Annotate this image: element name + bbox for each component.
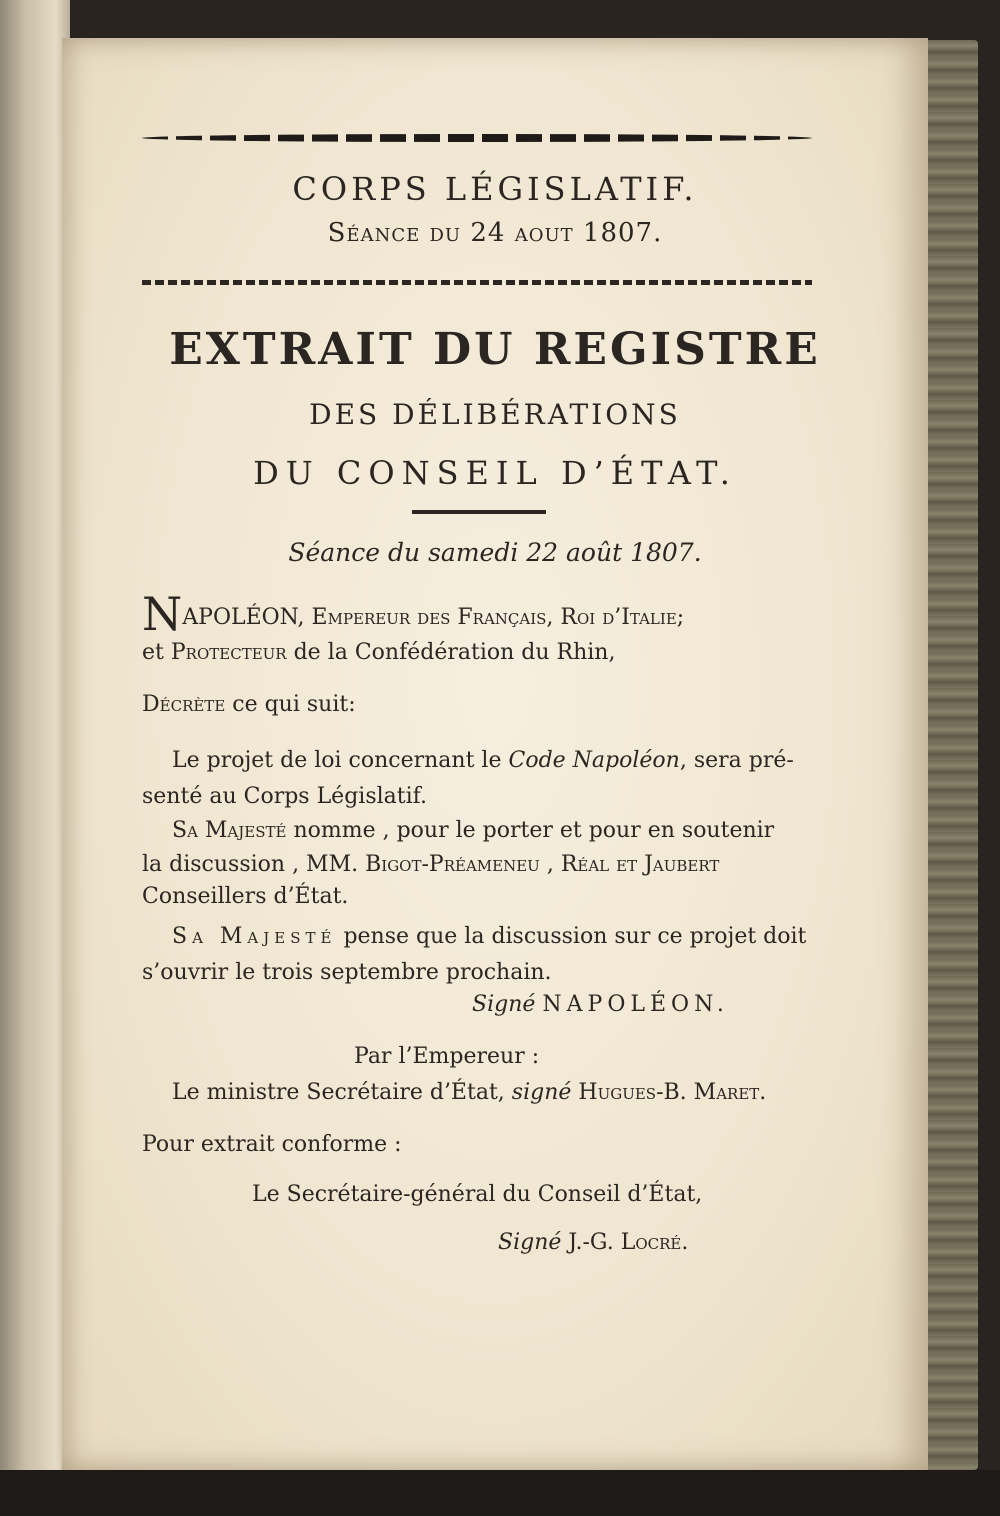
real-name: , Réal et: [546, 852, 638, 877]
protecteur-title: Protecteur: [170, 640, 287, 665]
protecteur-pre: et: [142, 640, 164, 665]
ministre-signe: signé: [511, 1080, 572, 1105]
signature-napoleon: [472, 988, 1000, 1022]
decrete-word: Décrète: [142, 692, 226, 717]
decrete-line: [142, 688, 822, 722]
napoleon-line: [142, 587, 822, 641]
majeste-line-3: Conseillers d’État.: [142, 884, 349, 909]
projet-line-1: [172, 744, 852, 778]
title-divider: [412, 510, 546, 514]
sa2-text: la discussion , MM.: [142, 852, 359, 877]
signe2-label: Signé: [498, 1230, 562, 1255]
par-empereur: Par l’Empereur :: [354, 1044, 540, 1069]
protecteur-line: [142, 636, 822, 670]
protecteur-post: de la Confédération du Rhin,: [293, 640, 616, 665]
drop-cap: N: [142, 587, 183, 641]
background-strip: [0, 1470, 1000, 1516]
top-ornament-rule: [142, 134, 812, 142]
title-line-2: DES DÉLIBÉRATIONS: [309, 398, 681, 431]
majeste-line-1: [172, 814, 852, 848]
projet-line-2: senté au Corps Législatif.: [142, 784, 427, 809]
sa1-text: nomme , pour le porter et pour en soutenir: [293, 818, 775, 843]
projet-text-b: , sera pré-: [679, 748, 794, 773]
majeste-line-4: [172, 920, 852, 954]
secretaire-general: Le Secrétaire-général du Conseil d’État,: [252, 1182, 703, 1207]
title-line-3: DU CONSEIL D’ÉTAT.: [253, 454, 737, 492]
mid-ornament-rule: [142, 280, 812, 285]
document-page: [62, 38, 928, 1470]
ministre-text: Le ministre Secrétaire d’État,: [172, 1080, 505, 1105]
left-page-edge: [0, 0, 70, 1516]
sa4-text: pense que la discussion sur ce projet doit: [343, 924, 807, 949]
napoleon-titles: Empereur des Français, Roi d’Italie;: [311, 605, 685, 630]
title-line-1: EXTRAIT DU REGISTRE: [169, 324, 821, 375]
locre-name: J.-G. Locré.: [568, 1230, 689, 1255]
projet-text-a: Le projet de loi concernant le: [172, 748, 502, 773]
ministre-line: [172, 1076, 852, 1110]
sa-majeste: Sa Majesté: [172, 818, 287, 843]
signe-label: Signé: [472, 992, 536, 1017]
seance-heading: Séance du 24 aout 1807.: [327, 218, 663, 248]
bigot-name: Bigot-Préameneu: [365, 852, 540, 877]
signature-locre: [498, 1226, 1000, 1260]
code-napoleon: Code Napoléon: [508, 748, 680, 773]
decrete-post: ce qui suit:: [232, 692, 356, 717]
majeste-line-2: [142, 848, 822, 882]
maret-name: Hugues-B. Maret.: [578, 1080, 767, 1105]
jaubert-name: Jaubert: [644, 852, 720, 877]
napoleon-name: APOLÉON,: [182, 605, 305, 630]
signe-name: NAPOLÉON.: [542, 992, 729, 1017]
seance-date: Séance du samedi 22 août 1807.: [288, 538, 702, 567]
majeste-line-5: s’ouvrir le trois septembre prochain.: [142, 960, 552, 985]
sa-majeste-2: Sa Majesté: [172, 924, 337, 949]
corps-legislatif-heading: CORPS LÉGISLATIF.: [292, 170, 698, 208]
pour-extrait: Pour extrait conforme :: [142, 1132, 402, 1157]
